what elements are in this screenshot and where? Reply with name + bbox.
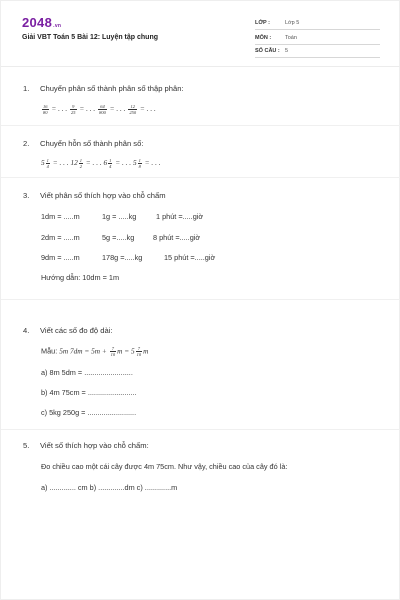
question-1	[23, 84, 184, 93]
question-2-number: 2.	[23, 139, 30, 148]
question-4-item: b) 4m 75cm = ........................	[41, 388, 137, 397]
question-2-text: Chuyển hỗn số thành phân số:	[40, 139, 144, 148]
fraction: $\frac{1}{4}$	[46, 158, 49, 169]
question-5-answers: a) ............. cm b) .............dm c) .............m	[41, 483, 178, 492]
meta-subject	[255, 32, 380, 45]
meta-count	[255, 45, 380, 58]
section-divider	[1, 429, 400, 430]
question-3-hint: Hướng dẫn: 10dm = 1m	[41, 273, 120, 282]
document-page: 2048.vn Giải VBT Toán 5 Bài 12: Luyện tập chung LỚP : Lớp 5 MÔN : Toán SỐ CÂU : 5 1. Chuyển phân số thành phân số thập phân: $\frac{16}{80}$ = . . . $\frac{9}{25}$ = . . . $\frac{64}{800}$ = . . . $\frac{12}{250}$ = . . . 2. Chuyển hỗn số thành phân số: 5 $\frac{1}{4}$ = . . . 12 $\frac{1}{2}$ = . . . 6 $\frac{1}{4}$ = . . . 5 $\frac{1}{8}$ = . . . 3. Viết phân số thích hợp vào chỗ chấm 1dm = .....m 1g = .....kg 1 phút =.....giờ 2dm = .....m 5g =.....kg 8 phút =.....giờ 9dm = .....m 178g =.....kg 15 phút =.....giờ Hướng dẫn: 10dm = 1m 4. Viết các số đo độ dài: Mẫu: 5m 7dm = 5m + $\frac{7}{10}$ m = 5 $\frac{7}{10}$ m a) 8m 5dm = ........................ b) 4m 75cm = ........................ c) 5kg 250g = ........................ 5. Viết số thích hợp vào chỗ chấm: Đo chiều cao một cái cây được 4m 75cm. Như vậy, chiều cao của cây đó là: a) ............. cm b) .............dm c) .............m	[0, 0, 400, 600]
question-4-sample: Mẫu: 5m 7dm = 5m + $\frac{7}{10}$ m = 5 $\frac{7}{10}$ m	[41, 346, 149, 357]
section-divider	[1, 177, 400, 178]
meta-count-label: SỐ CÂU :	[255, 48, 280, 54]
question-4	[23, 326, 112, 335]
fraction: $\frac{16}{80}$	[43, 104, 48, 115]
fraction: $\frac{9}{25}$	[71, 104, 76, 115]
meta-grade-label: LỚP :	[255, 20, 270, 26]
question-3-number: 3.	[23, 191, 30, 200]
section-divider	[1, 299, 400, 300]
page-title: Giải VBT Toán 5 Bài 12: Luyện tập chung	[22, 34, 159, 41]
meta-grade-value: Lớp 5	[285, 20, 300, 26]
fraction: $\frac{64}{800}$	[99, 104, 106, 115]
question-5	[23, 441, 149, 450]
meta-grade	[255, 17, 380, 30]
fraction: $\frac{7}{10}$	[136, 346, 142, 357]
question-3	[23, 191, 166, 200]
question-2	[23, 139, 143, 148]
question-5-number: 5.	[23, 441, 30, 450]
fraction: $\frac{12}{250}$	[129, 104, 137, 115]
site-logo[interactable]: 2048.vn	[22, 15, 62, 30]
question-1-fractions: $\frac{16}{80}$ = . . . $\frac{9}{25}$ = . . . $\frac{64}{800}$ = . . . $\frac{12}{250}$ = . . .	[43, 104, 156, 115]
question-2-mixed-numbers: 5 $\frac{1}{4}$ = . . . 12 $\frac{1}{2}$ = . . . 6 $\frac{1}{4}$ = . . . 5 $\frac{1}{8}$ = . . .	[41, 158, 161, 169]
question-5-body: Đo chiều cao một cái cây được 4m 75cm. Như vậy, chiều cao của cây đó là:	[41, 462, 288, 471]
question-4-number: 4.	[23, 326, 30, 335]
fraction: $\frac{1}{4}$	[109, 158, 112, 169]
fraction: $\frac{1}{2}$	[79, 158, 82, 169]
meta-count-value: 5	[285, 48, 289, 54]
meta-subject-label: MÔN :	[255, 35, 272, 41]
question-4-item: a) 8m 5dm = ........................	[41, 368, 133, 377]
question-5-text: Viết số thích hợp vào chỗ chấm:	[40, 441, 149, 450]
header-divider	[1, 66, 400, 67]
question-1-text: Chuyển phân số thành phân số thập phân:	[40, 84, 184, 93]
question-4-item: c) 5kg 250g = ........................	[41, 408, 137, 417]
fraction: $\frac{7}{10}$	[110, 346, 116, 357]
fraction: $\frac{1}{8}$	[138, 158, 141, 169]
meta-subject-value: Toán	[285, 35, 297, 41]
question-1-number: 1.	[23, 84, 30, 93]
question-4-text: Viết các số đo độ dài:	[40, 326, 113, 335]
section-divider	[1, 125, 400, 126]
question-3-text: Viết phân số thích hợp vào chỗ chấm	[40, 191, 166, 200]
